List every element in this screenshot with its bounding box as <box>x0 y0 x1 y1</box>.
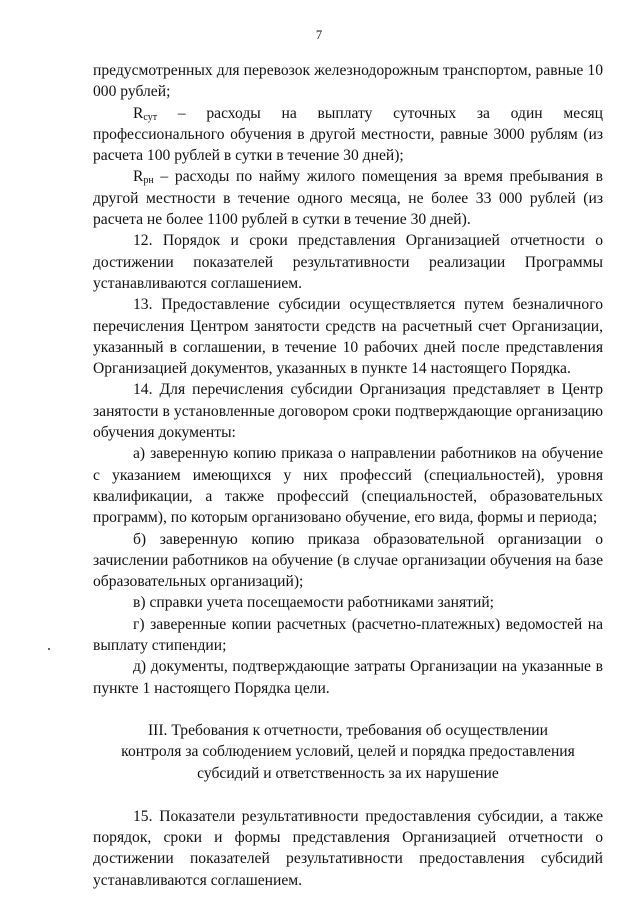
paragraph-r-daily <box>93 103 603 167</box>
margin-mark <box>48 648 50 650</box>
formula-subscript-daily: сут <box>143 111 158 123</box>
section-heading-line-1: III. Требования к отчетности, требования об осуществлении <box>147 721 549 739</box>
section-heading <box>93 720 603 784</box>
list-item-v: в) справки учета посещаемости работниками занятий; <box>133 594 495 612</box>
list-item-g: г) заверенные копии расчетных (расчетно-платежных) ведомостей на выплату стипендии; <box>93 615 603 655</box>
paragraph-continuation: предусмотренных для перевозок железнодорожным транспортом, равные 10 000 рублей; <box>93 62 603 101</box>
paragraph-14: 14. Для перечисления субсидии Организация представляет в Центр занятости в установленные договором сроки подтверждающие организацию обучения документы: <box>93 381 603 442</box>
paragraph-12: 12. Порядок и сроки представления Организацией отчетности о достижении показателей результативности реализации Программы устанавливаются соглашением. <box>93 232 603 292</box>
formula-symbol-r-daily: R <box>133 104 144 122</box>
section-heading-line-2: контроля за соблюдением условий, целей и порядка предоставления <box>121 743 575 761</box>
paragraph-r-housing-text: – расходы по найму жилого помещения за время пребывания в другой местности в течение одного месяца, не более 33 000 рублей (из расчета не более 1100 рублей в сутки в течение 30 дней). <box>93 168 603 229</box>
paragraph-r-housing <box>93 166 603 230</box>
formula-symbol-r-housing: R <box>133 168 144 186</box>
paragraph-r-daily-text: – расходы на выплату суточных за один месяц профессионального обучения в другой местности, равные 3000 рублям (из расчета 100 рублей в сутки в течение 30 дней); <box>93 104 603 165</box>
document-body <box>93 60 603 891</box>
list-item-a: а) заверенную копию приказа о направлении работников на обучение с указанием имеющихся у них профессий (специальностей), уровня квалификации, а также профессий (специальностей, образовательных программ), по которым организовано обучение, его вида, формы и периода; <box>93 445 603 527</box>
paragraph-13: 13. Предоставление субсидии осуществляется путем безналичного перечисления Центром занятости средств на расчетный счет Организации, указанный в соглашении, в течение 10 рабочих дней после представления Организацией документов, указанных в пункте 14 настоящего Порядка. <box>93 296 603 378</box>
page-number: 7 <box>315 28 323 42</box>
list-item-b: б) заверенную копию приказа образовательной организации о зачислении работников на обучение (в случае организации обучения на базе образовательных организаций); <box>93 530 603 591</box>
paragraph-15: 15. Показатели результативности предоставления субсидии, а также порядок, сроки и формы представления Организацией отчетности о достижении показателей результативности предоставления субсидий устанавливаются соглашением. <box>93 807 603 889</box>
list-item-d: д) документы, подтверждающие затраты Организации на указанные в пункте 1 настоящего Порядка цели. <box>93 658 603 697</box>
section-heading-line-3: субсидий и ответственность за их нарушение <box>197 764 499 782</box>
formula-subscript-housing: рн <box>143 175 154 187</box>
